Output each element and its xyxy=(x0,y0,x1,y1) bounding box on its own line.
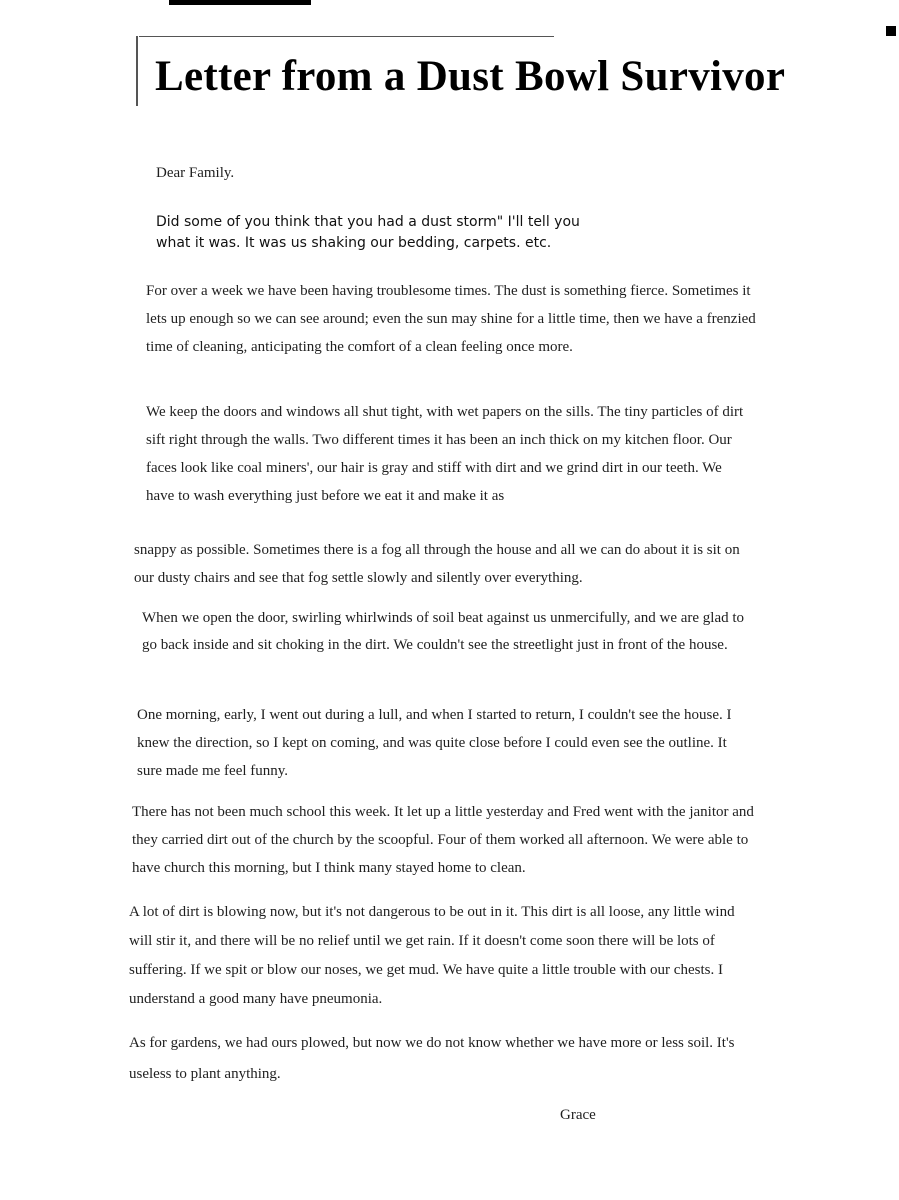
salutation: Dear Family. xyxy=(156,165,235,181)
top-rule-bar xyxy=(169,0,311,5)
paragraph-5: One morning, early, I went out during a lull, and when I started to return, I couldn't see the house. I knew the direction, so I kept on coming, and was quite close before I could even see the outline. It sure made me feel funny. xyxy=(137,707,732,779)
page-title: Letter from a Dust Bowl Survivor xyxy=(155,53,786,100)
paragraph-7: A lot of dirt is blowing now, but it's not dangerous to be out in it. This dirt is all loose, any little wind will stir it, and there will be no relief until we get rain. If it doesn't come soon there will be lots of suffering. If we spit or blow our noses, we get mud. We have quite a little trouble with our chests. I understand a good many have pneumonia. xyxy=(129,904,735,1007)
signature-name: Grace xyxy=(560,1107,596,1123)
paragraph-2: We keep the doors and windows all shut tight, with wet papers on the sills. The tiny particles of dirt sift right through the walls. Two different times it has been an inch thick on my kitchen floor. Our faces look like coal miners', our hair is gray and stiff with dirt and we grind dirt in our teeth. We have to wash everything just before we eat it and make it as xyxy=(146,404,744,504)
title-frame-top-line xyxy=(139,36,554,37)
paragraph-1: For over a week we have been having troublesome times. The dust is something fierce. Sometimes it lets up enough so we can see around; even the sun may shine for a little time, then we have a frenzied time of cleaning, anticipating the comfort of a clean feeling once more. xyxy=(146,283,756,355)
corner-mark xyxy=(886,26,896,36)
paragraph-8: As for gardens, we had ours plowed, but now we do not know whether we have more or less soil. It's useless to plant anything. xyxy=(129,1035,735,1082)
paragraph-4: When we open the door, swirling whirlwinds of soil beat against us unmercifully, and we are glad to go back inside and sit choking in the dirt. We couldn't see the streetlight just in front of the house. xyxy=(142,610,745,653)
paragraph-6: There has not been much school this week. It let up a little yesterday and Fred went with the janitor and they carried dirt out of the church by the scoopful. Four of them worked all afternoon. We were able to have church this morning, but I think many stayed home to clean. xyxy=(132,804,754,876)
paragraph-3: snappy as possible. Sometimes there is a fog all through the house and all we can do about it is sit on our dusty chairs and see that fog settle slowly and silently over everything. xyxy=(134,542,740,586)
title-frame-left-line xyxy=(136,36,138,106)
intro-paragraph: Did some of you think that you had a dust storm" I'll tell you what it was. It was us shaking our bedding, carpets. etc. xyxy=(156,214,580,251)
